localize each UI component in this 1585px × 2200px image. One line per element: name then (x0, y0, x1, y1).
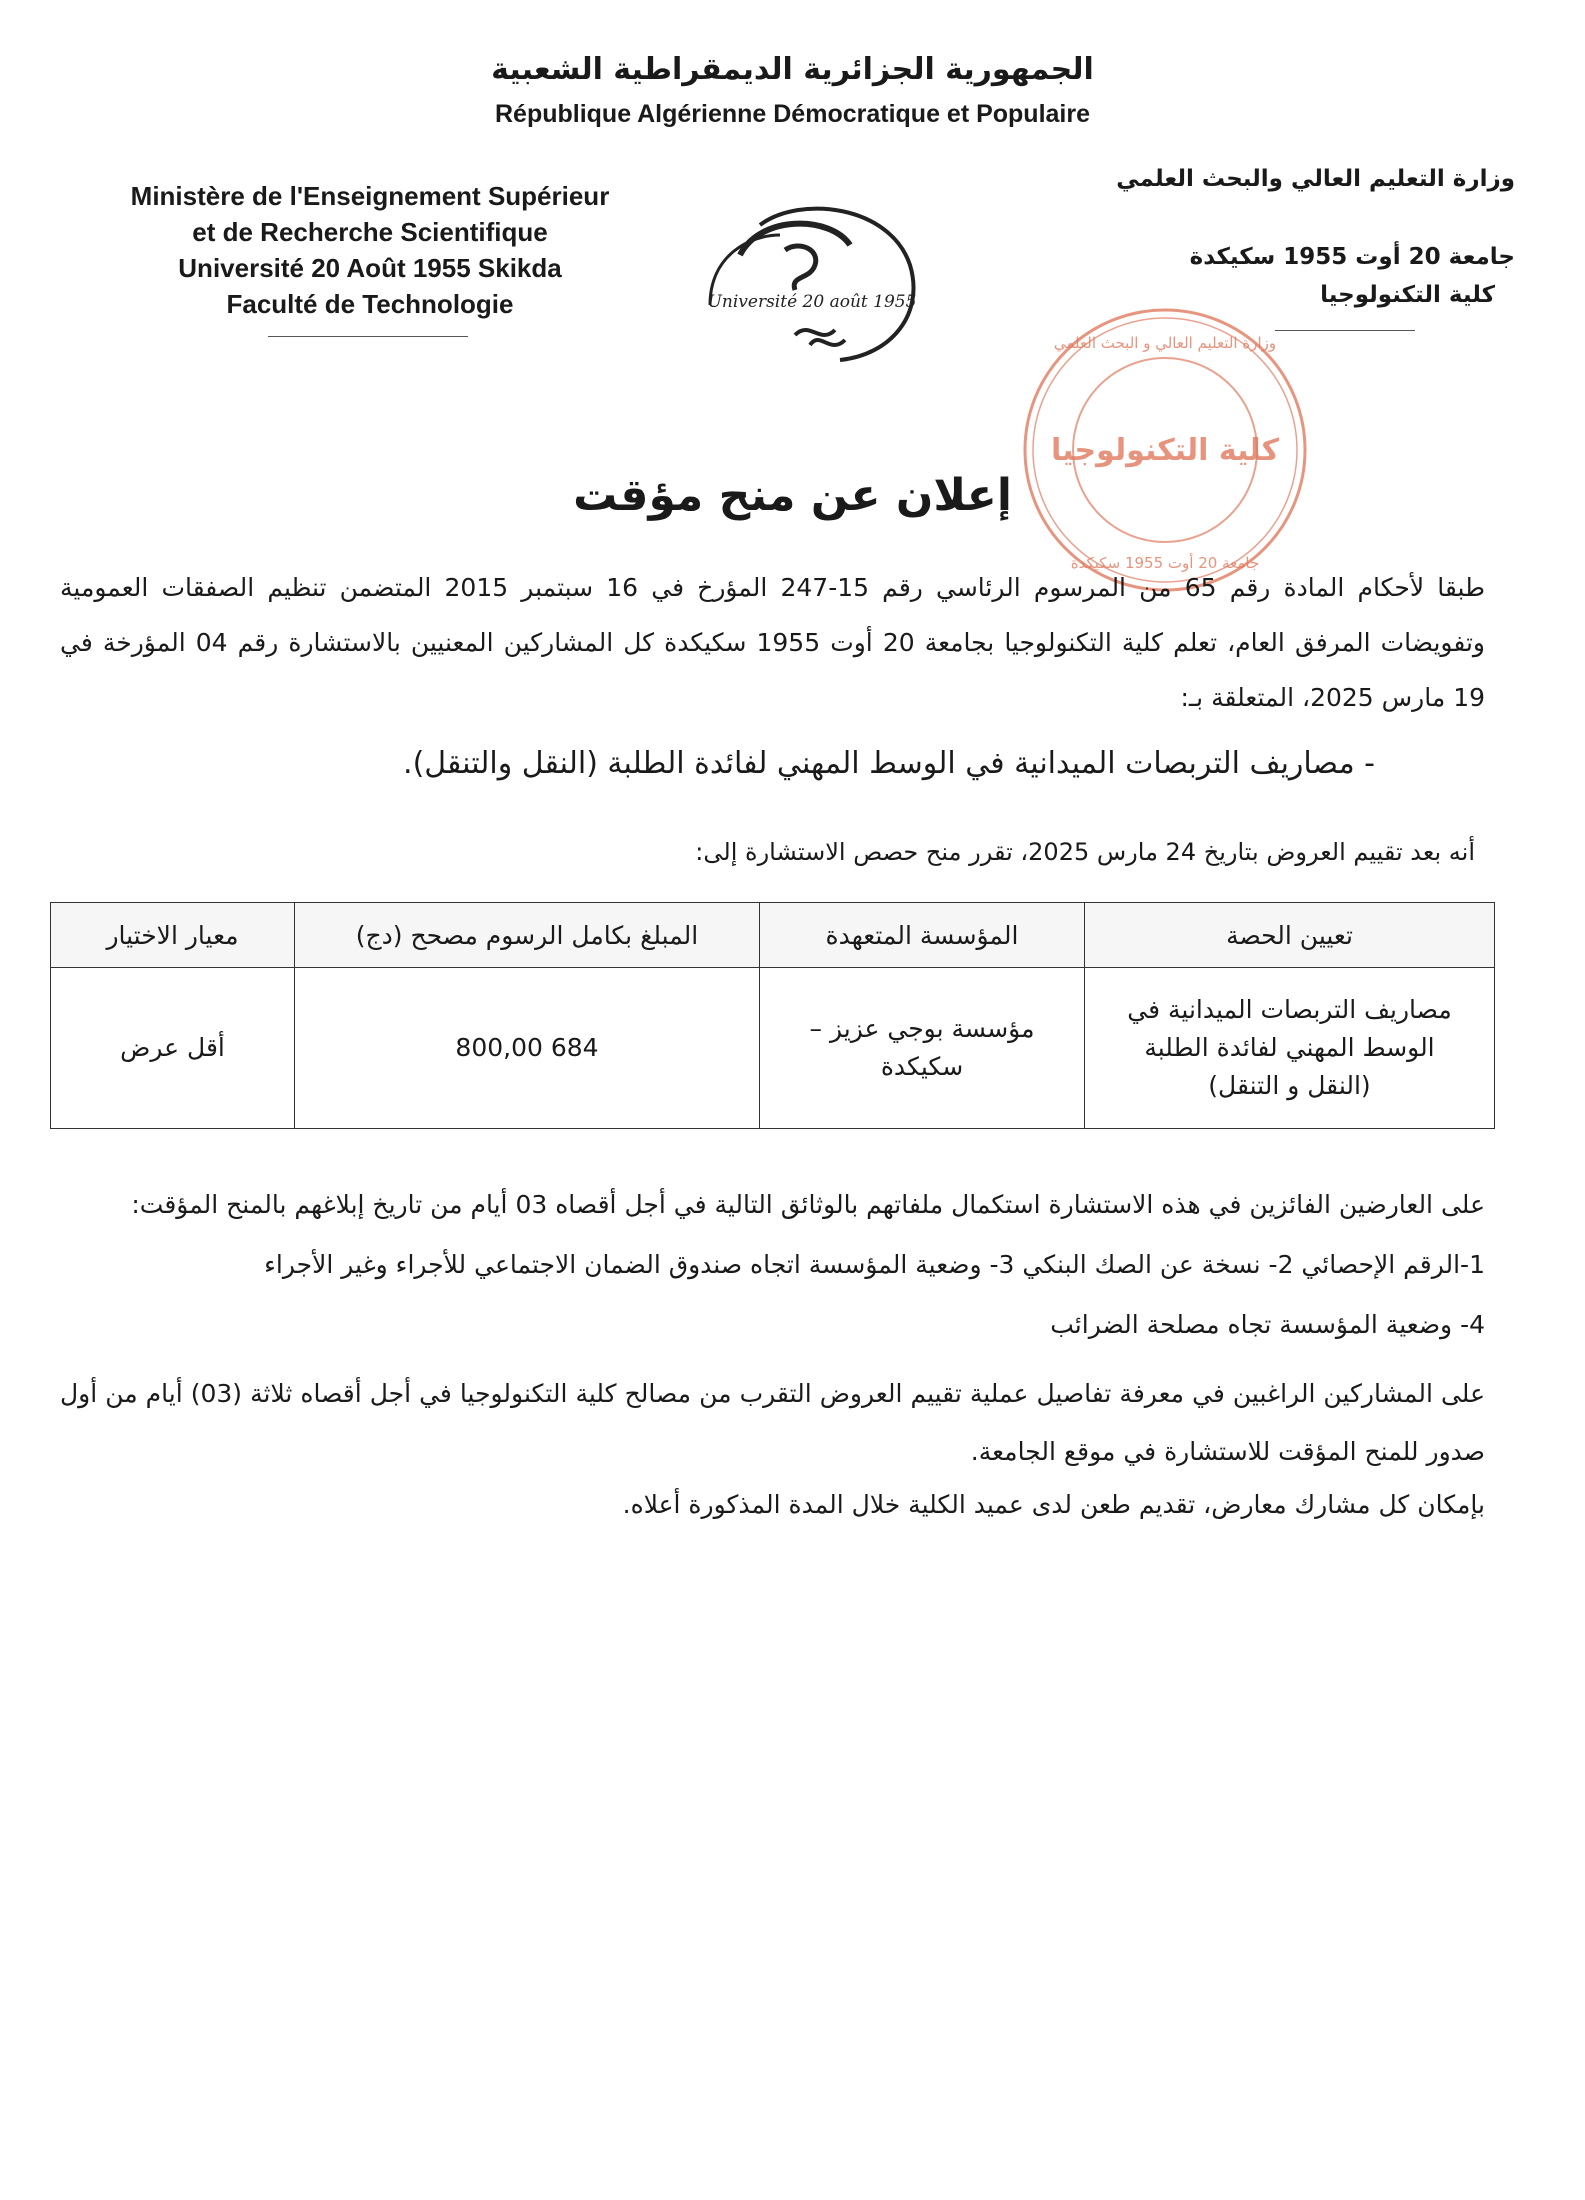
documents-note: على العارضين الفائزين في هذه الاستشارة استكمال ملفاتهم بالوثائق التالية في أجل أقصاه 03 أيام من تاريخ إبلاغهم بالمنح المؤقت: (131, 1190, 1485, 1219)
faculty-line-ar: كلية التكنولوجيا (1320, 282, 1495, 308)
faculty-line: Faculté de Technologie (226, 289, 514, 319)
intro-paragraph: طبقا لأحكام المادة رقم 65 من المرسوم الرئاسي رقم 15-247 المؤرخ في 16 سبتمبر 2015 المتضمن تنظيم الصفقات العمومية وتفويضات المرفق العام، تعلم كلية التكنولوجيا بجامعة 20 أوت 1955 سكيكدة كل المشاركين المعنيين بالاستشارة رقم 04 المؤرخة في 19 مارس 2025، المتعلقة بـ: (60, 573, 1485, 712)
subject-bullet: - مصاريف التربصات الميدانية في الوسط المهني لفائدة الطلبة (النقل والتنقل). (403, 746, 1375, 781)
republic-title-fr: République Algérienne Démocratique et Populaire (494, 100, 1091, 128)
award-intro: أنه بعد تقييم العروض بتاريخ 24 مارس 2025، تقرر منح حصص الاستشارة إلى: (695, 838, 1475, 866)
documents-list: 1-الرقم الإحصائي 2- نسخة عن الصك البنكي 3- وضعية المؤسسة اتجاه صندوق الضمان الاجتماعي للأجراء وغير الأجراء (264, 1250, 1485, 1279)
cell-criterion: أقل عرض (51, 968, 295, 1129)
table-row (51, 968, 1495, 1129)
ministry-block-fr (120, 178, 620, 322)
cell-lot: مصاريف التربصات الميدانية في الوسط المهني لفائدة الطلبة (النقل و التنقل) (1085, 968, 1495, 1129)
ministry-line-ar: وزارة التعليم العالي والبحث العلمي (1116, 166, 1515, 192)
evaluation-details-note: على المشاركين الراغبين في معرفة تفاصيل عملية تقييم العروض التقرب من مصالح كلية التكنولوجيا في أجل أقصاه ثلاثة (03) أيام من أول صدور للمنح المؤقت للاستشارة في موقع الجامعة. (60, 1379, 1485, 1466)
announcement-title: إعلان عن منح مؤقت (573, 470, 1012, 521)
cell-amount: 684 800,00 (295, 968, 760, 1129)
university-logo (700, 195, 925, 365)
left-divider (268, 336, 468, 337)
university-line: Université 20 Août 1955 Skikda (178, 253, 562, 283)
table-header-row (51, 903, 1495, 968)
header-amount: المبلغ بكامل الرسوم مصحح (دج) (295, 903, 760, 968)
stamp-ring-top: وزارة التعليم العالي و البحث العلمي (1053, 334, 1277, 352)
appeal-note: بإمكان كل مشارك معارض، تقديم طعن لدى عميد الكلية خلال المدة المذكورة أعلاه. (622, 1490, 1485, 1519)
stamp-ring-bottom: جامعة 20 أوت 1955 سكيكدة (1070, 554, 1260, 572)
republic-title-ar: الجمهورية الجزائرية الديمقراطية الشعبية (491, 52, 1094, 87)
ministry-line: Ministère de l'Enseignement Supérieur (130, 181, 610, 211)
header-lot: تعيين الحصة (1085, 903, 1495, 968)
header-criterion: معيار الاختيار (51, 903, 295, 968)
logo-text: Université 20 août 1955 (707, 292, 917, 312)
award-table (50, 902, 1495, 1129)
documents-list-item: 4- وضعية المؤسسة تجاه مصلحة الضرائب (1050, 1310, 1485, 1339)
header-company: المؤسسة المتعهدة (760, 903, 1085, 968)
cell-company: مؤسسة بوجي عزيز – سكيكدة (760, 968, 1085, 1129)
faculty-stamp (1005, 300, 1325, 600)
ministry-line: et de Recherche Scientifique (192, 217, 548, 247)
stamp-center: كلية التكنولوجيا (1050, 433, 1280, 468)
university-line-ar: جامعة 20 أوت 1955 سكيكدة (1189, 244, 1515, 270)
